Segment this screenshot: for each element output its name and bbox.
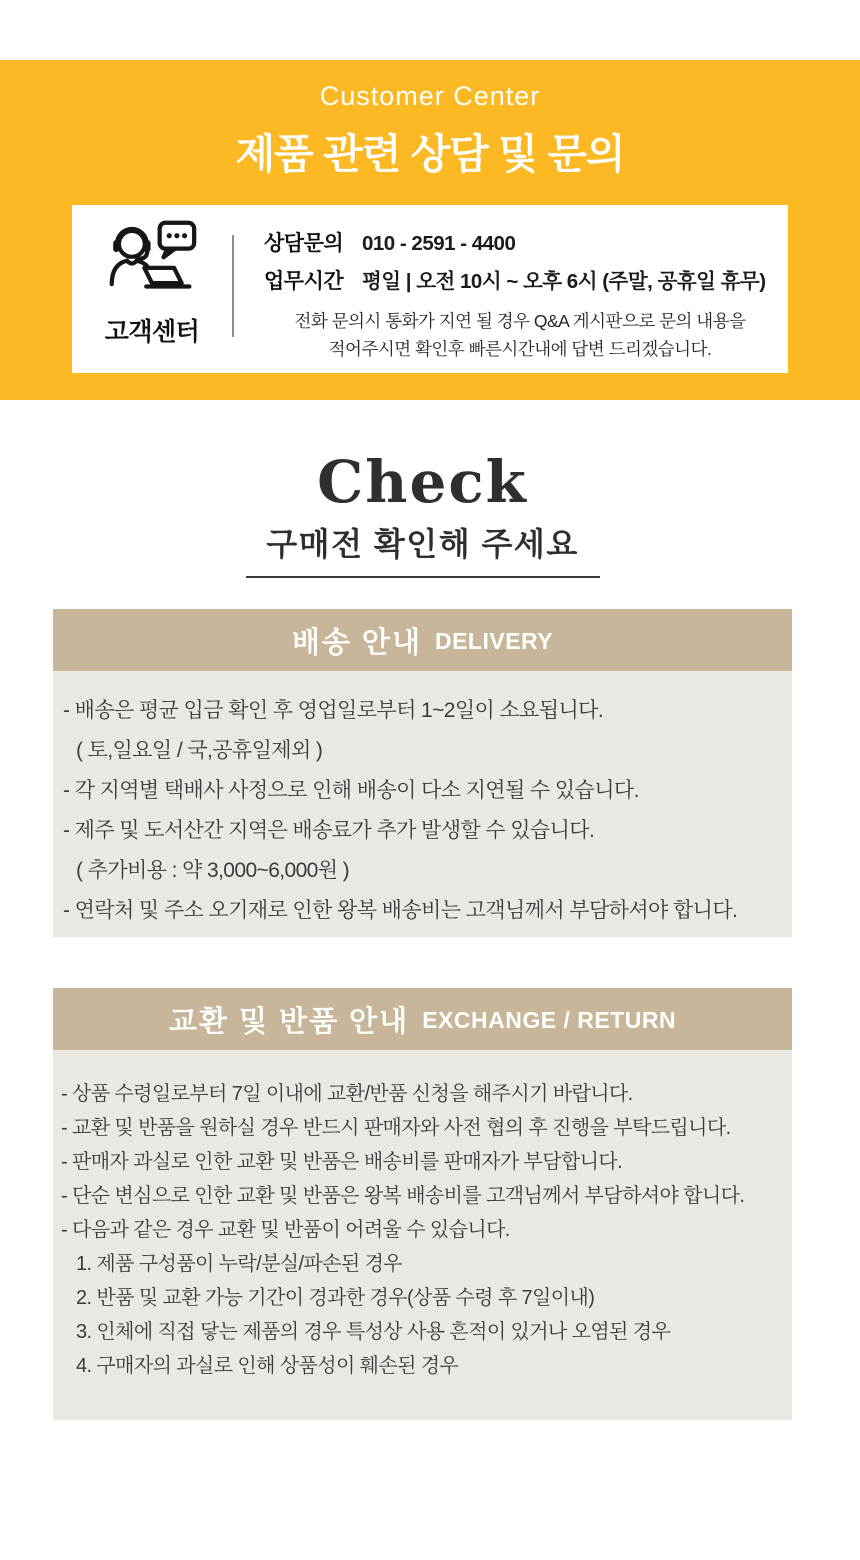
exchange-title-en: EXCHANGE / RETURN	[422, 1007, 677, 1033]
contact-card	[72, 205, 788, 373]
delivery-line: - 제주 및 도서산간 지역은 배송료가 추가 발생할 수 있습니다.	[63, 819, 595, 842]
exchange-line: - 단순 변심으로 인한 교환 및 반품은 왕복 배송비를 고객님께서 부담하셔야 합니다.	[61, 1185, 745, 1207]
exchange-line: - 다음과 같은 경우 교환 및 반품이 어려울 수 있습니다.	[61, 1219, 510, 1241]
contact-note	[264, 307, 776, 363]
customer-center-eyebrow: Customer Center	[319, 81, 541, 111]
banner-title: 제품 관련 상담 및 문의	[235, 131, 625, 177]
check-section	[53, 448, 792, 578]
contact-card-right	[234, 205, 788, 373]
hours-label: 업무시간	[264, 270, 344, 293]
exchange-line: - 상품 수령일로부터 7일 이내에 교환/반품 신청을 해주시기 바랍니다.	[61, 1083, 633, 1105]
exchange-return-body	[53, 1050, 792, 1420]
headset-agent-icon	[93, 218, 211, 310]
phone-row	[264, 228, 788, 259]
customer-center-label: 고객센터	[104, 318, 200, 346]
check-underline	[246, 576, 600, 578]
check-heading: Check	[317, 448, 528, 516]
exchange-line: - 교환 및 반품을 원하실 경우 반드시 판매자와 사전 협의 후 진행을 부탁드립니다.	[61, 1117, 731, 1139]
exchange-return-header	[53, 988, 792, 1050]
delivery-title-en: DELIVERY	[434, 628, 554, 654]
delivery-header	[53, 609, 792, 671]
contact-note-line-2: 적어주시면 확인후 빠른시간내에 답변 드리겠습니다.	[328, 339, 712, 359]
exchange-case-line: 2. 반품 및 교환 가능 기간이 경과한 경우(상품 수령 후 7일이내)	[76, 1287, 595, 1309]
exchange-title-ko: 교환 및 반품 안내	[168, 1005, 410, 1038]
contact-card-left	[72, 205, 232, 373]
exchange-return-section	[53, 988, 792, 1420]
delivery-title-ko: 배송 안내	[291, 626, 422, 659]
customer-center-banner	[0, 60, 860, 400]
contact-note-line-1: 전화 문의시 통화가 지연 될 경우 Q&A 게시판으로 문의 내용을	[294, 311, 746, 331]
hours-row	[264, 266, 788, 297]
phone-label: 상담문의	[264, 232, 344, 255]
phone-number: 010 - 2591 - 4400	[362, 232, 516, 255]
delivery-line: ( 토,일요일 / 국,공휴일제외 )	[76, 739, 323, 762]
delivery-line: ( 추가비용 : 약 3,000~6,000원 )	[76, 859, 350, 882]
check-subheading: 구매전 확인해 주세요	[266, 526, 579, 562]
delivery-section	[53, 609, 792, 937]
delivery-line: - 배송은 평균 입금 확인 후 영업일로부터 1~2일이 소요됩니다.	[63, 699, 604, 722]
delivery-body	[53, 671, 792, 937]
exchange-case-line: 3. 인체에 직접 닿는 제품의 경우 특성상 사용 흔적이 있거나 오염된 경우	[76, 1321, 671, 1343]
delivery-line: - 각 지역별 택배사 사정으로 인해 배송이 다소 지연될 수 있습니다.	[63, 779, 639, 802]
business-hours: 평일 | 오전 10시 ~ 오후 6시 (주말, 공휴일 휴무)	[362, 270, 766, 293]
exchange-case-line: 1. 제품 구성품이 누락/분실/파손된 경우	[76, 1253, 403, 1275]
delivery-line: - 연락처 및 주소 오기재로 인한 왕복 배송비는 고객님께서 부담하셔야 합니다.	[63, 899, 738, 922]
exchange-line: - 판매자 과실로 인한 교환 및 반품은 배송비를 판매자가 부담합니다.	[61, 1151, 623, 1173]
exchange-case-line: 4. 구매자의 과실로 인해 상품성이 훼손된 경우	[76, 1355, 459, 1377]
